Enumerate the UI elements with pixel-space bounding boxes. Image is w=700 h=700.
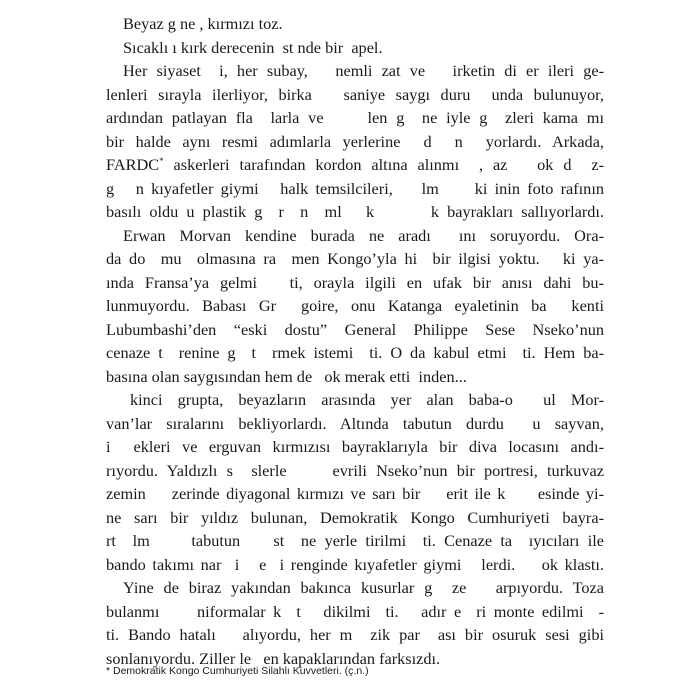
text-line: bir halde aynı resmi adımlarla yerlerine d n yorlardı. Arkada, [106,131,604,151]
line-text: askerleri tarafından kordon altına alınmı , az ok d z- [173,155,604,174]
text-line: Her siyaset i, her subay, nemli zat ve irketin di er ileri ge- [123,61,604,80]
page-body-text [106,12,604,670]
text-line: van’lar sıralarını bekliyorlardı. Altında tabutun durdu u sayvan, [106,413,604,433]
text-line: kinci grupta, beyazların arasında yer alan baba-o ul Mor- [130,390,604,409]
text-line: da do mu olmasına ra men Kongo’yla hi bir ilgisi yoktu. ki ya- [106,249,604,268]
footnote: * Demokratik Kongo Cumhuriyeti Silahlı Kuvvetleri. (ç.n.) [106,665,369,677]
text-line: ne sarı bir yıldız bulunan, Demokratik Kongo Cumhuriyeti bayra- [106,507,604,527]
text-line: cenaze t renine g t rmek istemi ti. O da kabul etmi ti. Hem ba- [106,343,604,362]
acronym: FARDC [106,155,160,174]
footnote-marker: * [159,156,164,166]
text-line: Lubumbashi’den “eski dostu” General Philippe Sese Nseko’nun [106,319,604,339]
text-line: ardından patlayan fla larla ve len g ne iyle g zleri kama mı [106,108,604,127]
text-line [106,153,604,177]
text-line: rt lm tabutun st ne yerle tirilmi ti. Cenaze ta ıyıcıları ile [106,531,604,550]
text-line: basına olan saygısından hem de ok merak etti inden... [106,366,467,386]
text-line: Erwan Morvan kendine burada ne aradı ını soruyordu. Ora- [123,225,604,245]
text-line: Beyaz g ne , kırmızı toz. [123,14,283,33]
text-line: bulanmı niformalar k t dikilmi ti. adır e ri monte edilmi - [106,601,604,621]
text-line: i ekleri ve erguvan kırmızısı bayraklarıyla bir diva locasını andı- [106,437,604,456]
text-line: g n kıyafetler giymi halk temsilcileri, lm ki inin foto rafının [106,178,604,198]
text-line: zemin zerinde diyagonal kırmızı ve sarı bir erit ile k esinde yi- [106,484,604,503]
text-line: basılı oldu u plastik g r n ml k k bayrakları sallıyorlardı. [106,202,604,221]
text-line: ti. Bando hatalı alıyordu, her m zik par ası bir osuruk sesi gibi [106,625,604,644]
text-line: bando takımı nar i e i renginde kıyafetler giymi lerdi. ok klastı. [106,554,604,574]
text-line: ında Fransa’ya gelmi ti, orayla ilgili en ufak bir anısı dahi bu- [106,272,604,292]
text-line: lenleri sırayla ilerliyor, birka saniye saygı duru unda bulunuyor, [106,84,604,104]
text-line: sonlanıyordu. Ziller le en kapaklarından farksızdı. [106,648,441,668]
text-line: Yine de biraz yakından bakınca kusurlar g ze arpıyordu. Toza [123,578,604,597]
text-line: Sıcaklı ı kırk derecenin st nde bir apel. [123,37,383,57]
text-line: rıyordu. Yaldızlı s slerle evrili Nseko’nun bir portresi, turkuvaz [106,460,604,480]
text-line: lunmuyordu. Babası Gr goire, onu Katanga eyaletinin ba kenti [106,296,604,315]
